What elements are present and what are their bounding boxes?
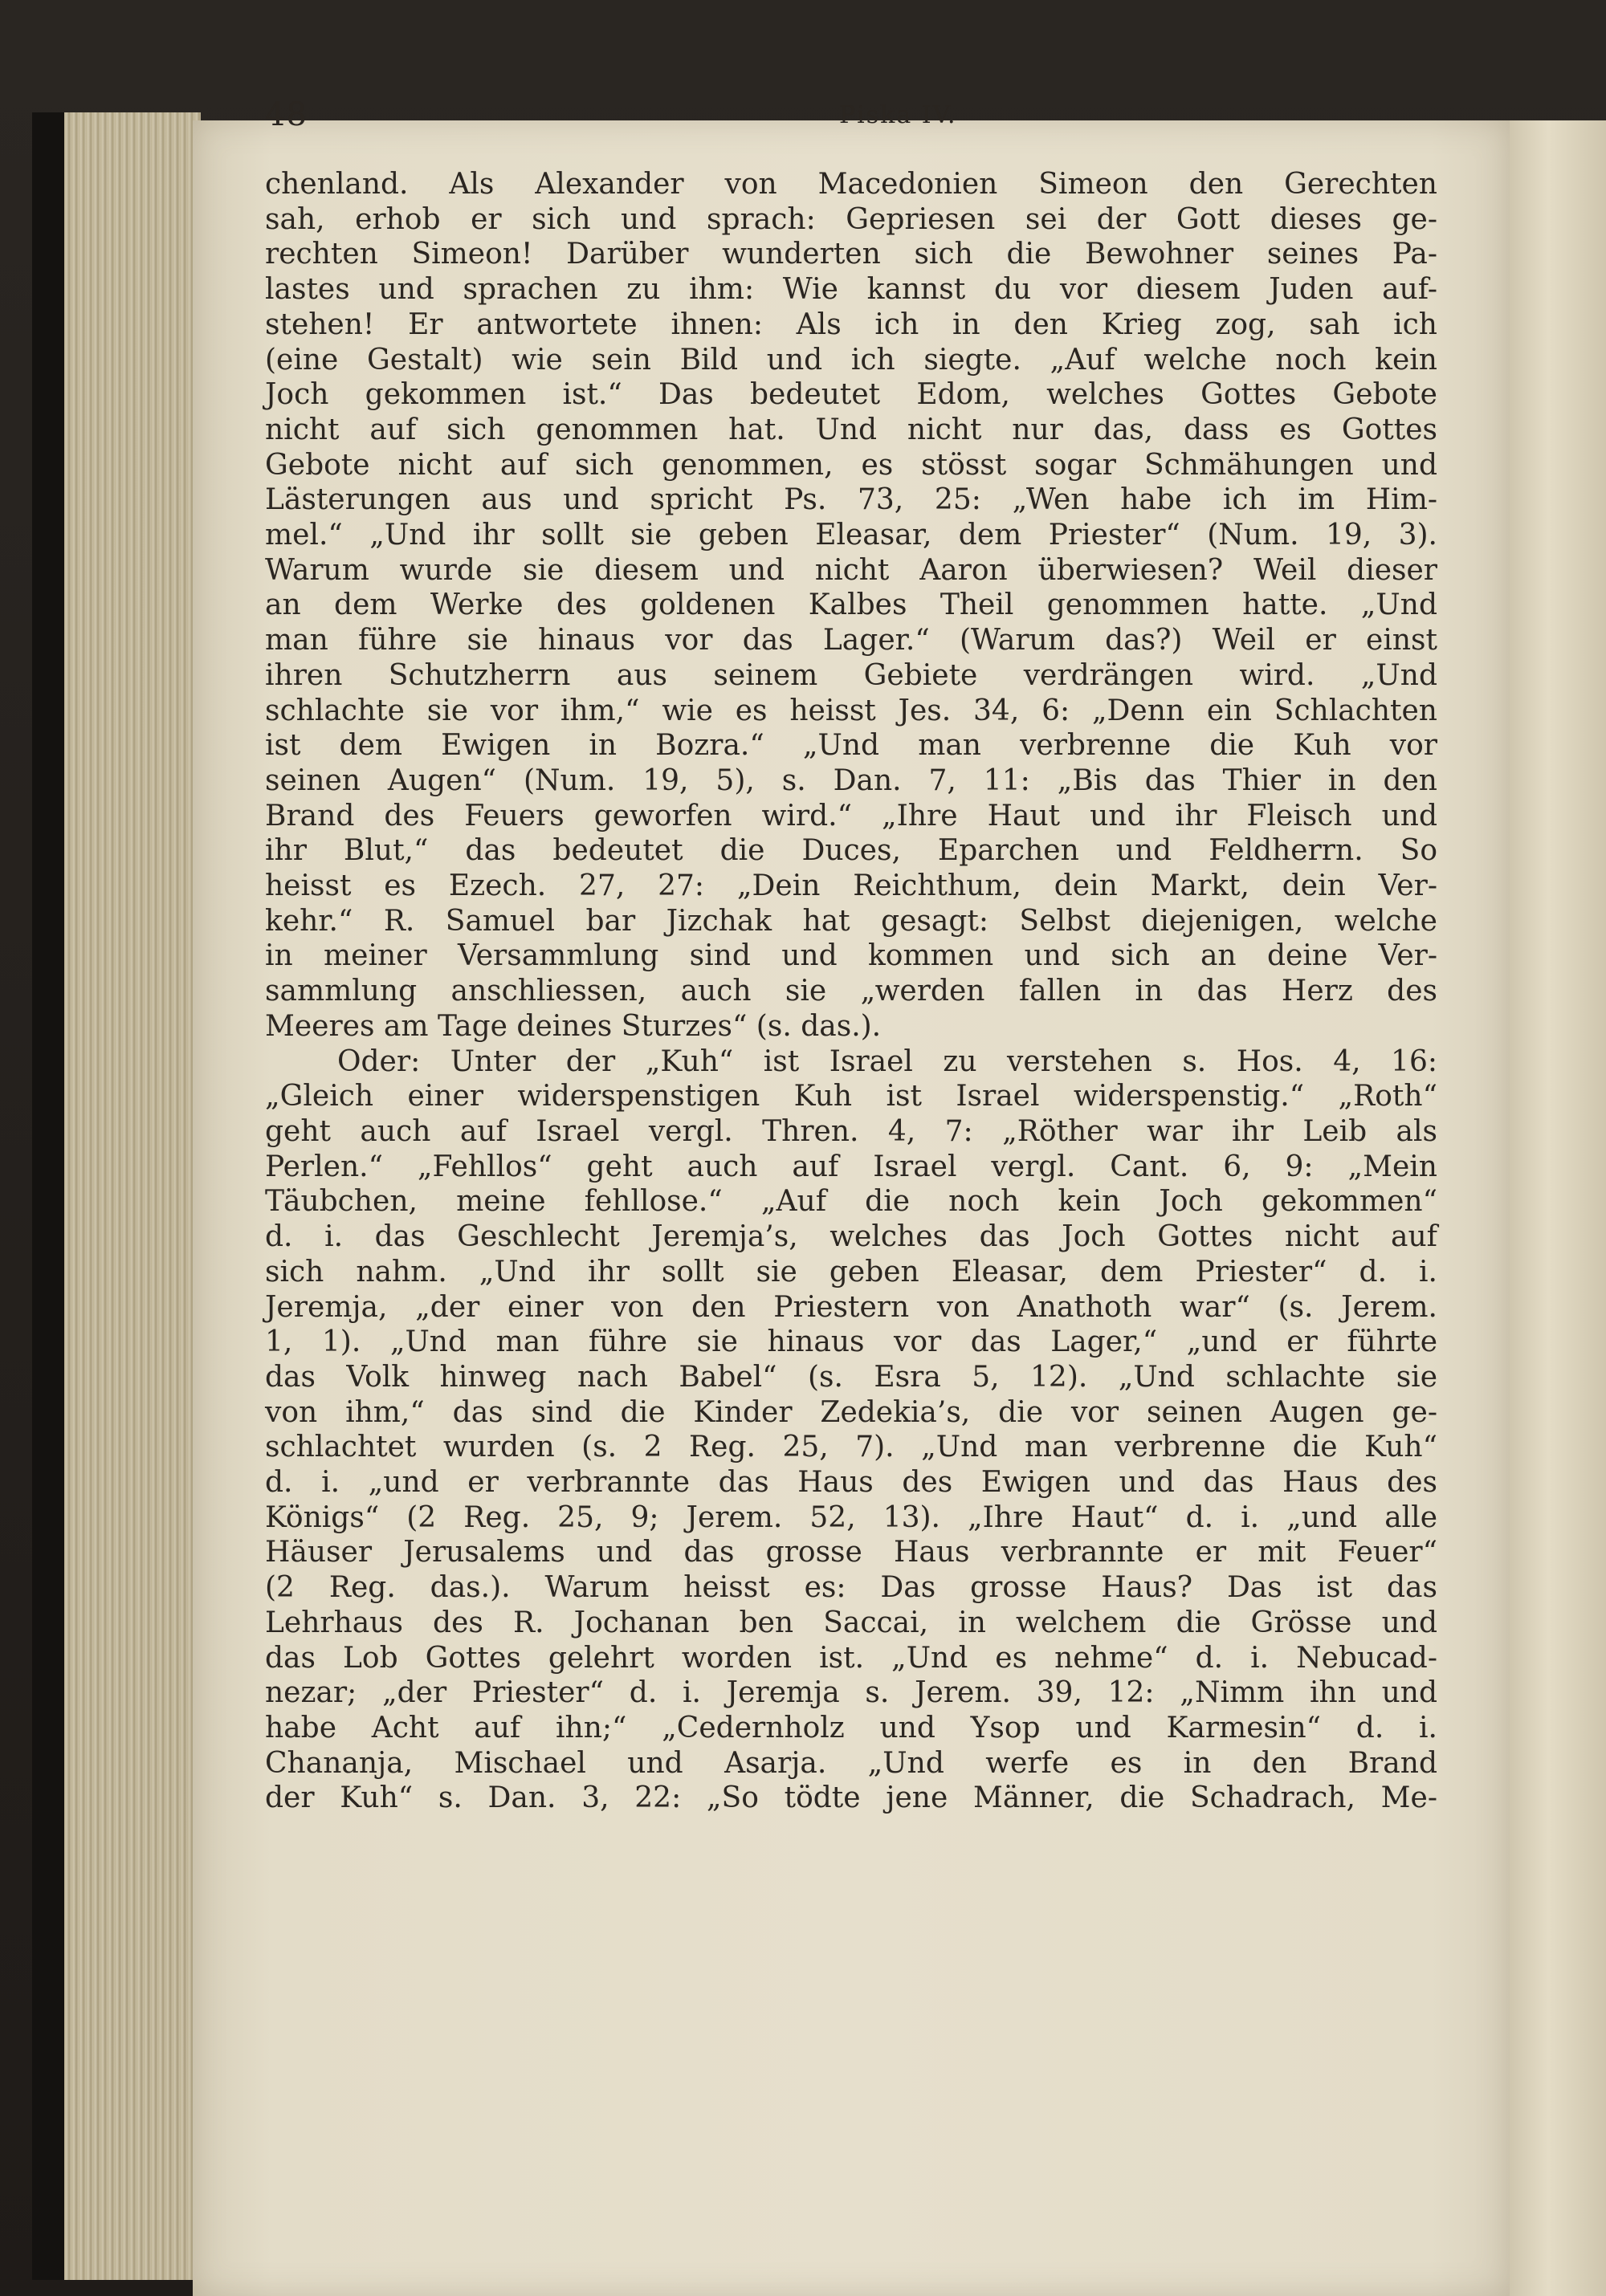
text-line: Warum wurde sie diesem und nicht Aaron überwiesen? Weil dieser xyxy=(265,553,1437,587)
text-line: stehen! Er antwortete ihnen: Als ich in den Krieg zog, sah ich xyxy=(265,307,1437,341)
body-text xyxy=(265,167,1437,1816)
text-line: Oder: Unter der „Kuh“ ist Israel zu verstehen s. Hos. 4, 16: xyxy=(337,1044,1437,1078)
text-line: ist dem Ewigen in Bozra.“ „Und man verbrenne die Kuh vor xyxy=(265,729,1437,763)
text-line: nezar; „der Priester“ d. i. Jeremja s. Jerem. 39, 12: „Nimm ihn und xyxy=(265,1676,1437,1710)
text-line: chenland. Als Alexander von Macedonien Simeon den Gerechten xyxy=(265,168,1437,201)
text-line: Brand des Feuers geworfen wird.“ „Ihre Haut und ihr Fleisch und xyxy=(265,799,1437,833)
text-line: d. i. das Geschlecht Jeremja’s, welches das Joch Gottes nicht auf xyxy=(265,1220,1437,1254)
text-line: das Volk hinweg nach Babel“ (s. Esra 5, 12). „Und schlachte sie xyxy=(265,1360,1437,1394)
text-line: Gebote nicht auf sich genommen, es stösst sogar Schmähungen und xyxy=(265,448,1437,482)
text-line: Lehrhaus des R. Jochanan ben Saccai, in welchem die Grösse und xyxy=(265,1606,1437,1639)
text-line: geht auch auf Israel vergl. Thren. 4, 7: „Röther war ihr Leib als xyxy=(265,1114,1437,1148)
text-line: der Kuh“ s. Dan. 3, 22: „So tödte jene Männer, die Schadrach, Me- xyxy=(265,1781,1437,1815)
text-line: Täubchen, meine fehllose.“ „Auf die noch kein Joch gekommen“ xyxy=(265,1185,1437,1219)
text-line: sich nahm. „Und ihr sollt sie geben Eleasar, dem Priester“ d. i. xyxy=(265,1255,1437,1288)
text-line: Jeremja, „der einer von den Priestern von Anathoth war“ (s. Jerem. xyxy=(265,1290,1437,1324)
text-line: von ihm,“ das sind die Kinder Zedekia’s, die vor seinen Augen ge- xyxy=(265,1395,1437,1429)
text-line: heisst es Ezech. 27, 27: „Dein Reichthum, dein Markt, dein Ver- xyxy=(265,869,1437,903)
running-head: Piska IV. xyxy=(839,101,957,129)
text-line: in meiner Versammlung sind und kommen und sich an deine Ver- xyxy=(265,939,1437,973)
text-line: Meeres am Tage deines Sturzes“ (s. das.). xyxy=(265,1009,882,1043)
text-line: mel.“ „Und ihr sollt sie geben Eleasar, dem Priester“ (Num. 19, 3). xyxy=(265,519,1437,552)
text-line: man führe sie hinaus vor das Lager.“ (Warum das?) Weil er einst xyxy=(265,624,1437,657)
text-line: „Gleich einer widerspenstigen Kuh ist Israel widerspenstig.“ „Roth“ xyxy=(265,1080,1437,1113)
text-line: ihren Schutzherrn aus seinem Gebiete verdrängen wird. „Und xyxy=(265,658,1437,692)
text-line: schlachtet wurden (s. 2 Reg. 25, 7). „Und man verbrenne die Kuh“ xyxy=(265,1431,1437,1464)
text-line: ihr Blut,“ das bedeutet die Duces, Eparchen und Feldherrn. So xyxy=(265,834,1437,868)
text-line: Perlen.“ „Fehllos“ geht auch auf Israel vergl. Cant. 6, 9: „Mein xyxy=(265,1150,1437,1183)
text-line: (2 Reg. das.). Warum heisst es: Das grosse Haus? Das ist das xyxy=(265,1571,1437,1605)
text-line: d. i. „und er verbrannte das Haus des Ewigen und das Haus des xyxy=(265,1466,1437,1500)
text-line: rechten Simeon! Darüber wunderten sich die Bewohner seines Pa- xyxy=(265,238,1437,271)
text-line: nicht auf sich genommen hat. Und nicht nur das, dass es Gottes xyxy=(265,413,1437,446)
text-line: Lästerungen aus und spricht Ps. 73, 25: „Wen habe ich im Him- xyxy=(265,483,1437,517)
text-line: Häuser Jerusalems und das grosse Haus verbrannte er mit Feuer“ xyxy=(265,1536,1437,1569)
text-line: Joch gekommen ist.“ Das bedeutet Edom, welches Gottes Gebote xyxy=(265,378,1437,412)
text-line: an dem Werke des goldenen Kalbes Theil genommen hatte. „Und xyxy=(265,588,1437,622)
text-line: Königs“ (2 Reg. 25, 9; Jerem. 52, 13). „Ihre Haut“ d. i. „und alle xyxy=(265,1500,1437,1534)
text-line: schlachte sie vor ihm,“ wie es heisst Jes. 34, 6: „Denn ein Schlachten xyxy=(265,694,1437,727)
text-line: 1, 1). „Und man führe sie hinaus vor das Lager,“ „und er führte xyxy=(265,1325,1437,1359)
text-line: Chananja, Mischael und Asarja. „Und werfe es in den Brand xyxy=(265,1746,1437,1780)
page-edges-left xyxy=(64,112,201,2280)
text-line: habe Acht auf ihn;“ „Cedernholz und Ysop und Karmesin“ d. i. xyxy=(265,1711,1437,1744)
text-line: sah, erhob er sich und sprach: Gepriesen sei der Gott dieses ge- xyxy=(265,202,1437,236)
text-line: sammlung anschliessen, auch sie „werden fallen in das Herz des xyxy=(265,975,1437,1008)
text-line: kehr.“ R. Samuel bar Jizchak hat gesagt: Selbst diejenigen, welche xyxy=(265,904,1437,938)
page-edges-right xyxy=(1510,120,1606,2296)
text-line: das Lob Gottes gelehrt worden ist. „Und es nehme“ d. i. Nebucad- xyxy=(265,1641,1437,1675)
page-header xyxy=(265,96,1437,136)
text-line: (eine Gestalt) wie sein Bild und ich siegte. „Auf welche noch kein xyxy=(265,343,1437,377)
text-line: lastes und sprachen zu ihm: Wie kannst du vor diesem Juden auf- xyxy=(265,273,1437,307)
text-line: seinen Augen“ (Num. 19, 5), s. Dan. 7, 11: „Bis das Thier in den xyxy=(265,763,1437,797)
page-number: 48 xyxy=(265,96,308,133)
